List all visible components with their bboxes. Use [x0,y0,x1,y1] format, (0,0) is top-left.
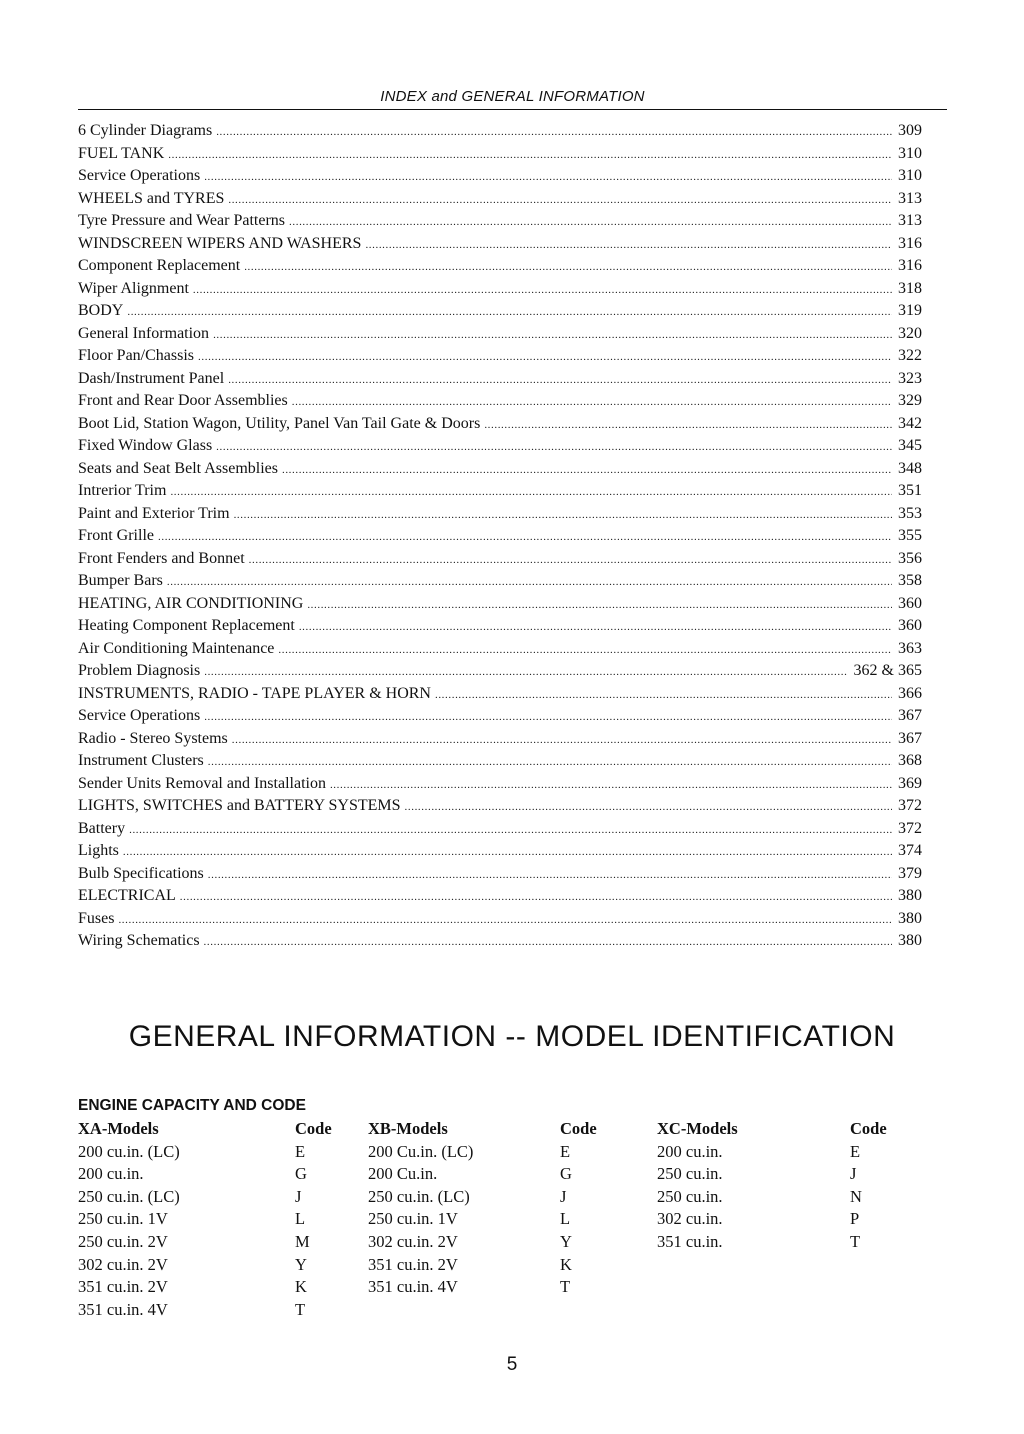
toc-leader-dots [289,211,892,233]
toc-leader-dots [158,526,892,548]
toc-leader-dots [232,729,892,751]
toc-leader-dots [208,864,892,886]
engine-table-cell: T [295,1299,306,1319]
engine-table-cell: N [850,1186,862,1206]
toc-entry-page: 319 [898,302,922,319]
toc-entry [78,818,922,841]
toc-leader-dots [278,639,892,661]
toc-leader-dots [167,571,892,593]
toc-entry [78,458,922,481]
toc-leader-dots [435,684,892,706]
toc-leader-dots [204,166,892,188]
toc-entry [78,773,922,796]
toc-leader-dots [170,481,892,503]
engine-table-cell: Y [295,1254,307,1274]
page-header: INDEX and GENERAL INFORMATION [380,88,645,105]
toc-entry [78,795,922,818]
toc-leader-dots [234,504,892,526]
toc-leader-dots [365,234,892,256]
toc-entry [78,705,922,728]
toc-entry [78,908,922,931]
engine-table-cell: E [295,1141,306,1161]
engine-table-cell: 250 cu.in. 1V [78,1209,168,1229]
engine-table-header: Code [560,1119,597,1138]
engine-table-column [78,1118,180,1321]
toc-entry-page: 316 [898,257,922,274]
toc-leader-dots [244,256,892,278]
toc-leader-dots [204,931,892,953]
page-number: 5 [506,1354,518,1375]
toc-entry-page: 380 [898,887,922,904]
toc-entry-page: 318 [898,279,922,297]
toc-entry-title: General Information [78,324,210,342]
engine-table-column [657,1118,738,1254]
toc-entry-page: 322 [898,347,922,364]
toc-entry-title: INSTRUMENTS, RADIO - TAPE PLAYER & HORN [78,684,431,702]
toc-leader-dots [484,414,892,436]
toc-entry-page: 380 [898,909,922,927]
toc-entry-title: Front Fenders and Bonnet [78,549,245,567]
toc-entry-page: 316 [898,234,922,252]
toc-entry-title: Heating Component Replacement [78,617,295,634]
toc-entry [78,840,922,863]
toc-entry-page: 374 [898,842,922,859]
toc-entry-page: 356 [898,549,922,567]
section-title: GENERAL INFORMATION -- MODEL IDENTIFICATION [128,1020,896,1053]
engine-table-cell: P [850,1209,860,1229]
engine-table-cell: E [850,1141,861,1161]
engine-table-cell: 351 cu.in. [657,1231,723,1251]
header-rule [78,109,947,110]
toc-leader-dots [282,459,892,481]
toc-leader-dots [208,751,892,773]
engine-table-cell: 200 cu.in. [78,1164,144,1184]
engine-table-cell: 200 cu.in. [657,1141,723,1161]
engine-table-cell: 351 cu.in. 2V [368,1254,458,1274]
engine-table-cell: E [560,1141,571,1161]
toc-entry-page: 380 [898,932,922,949]
toc-entry-title: Paint and Exterior Trim [78,504,230,522]
toc-entry [78,165,922,188]
engine-table-column [560,1118,597,1299]
toc-entry-page: 372 [898,797,922,814]
engine-table-cell: 200 Cu.in. [368,1164,438,1184]
engine-table-cell: 200 cu.in. (LC) [78,1141,180,1161]
toc-entry [78,188,922,211]
toc-leader-dots [307,594,892,616]
engine-table-header: Code [295,1119,332,1138]
toc-entry-title: Component Replacement [78,257,241,274]
toc-entry-title: ELECTRICAL [78,887,176,904]
toc-leader-dots [204,661,847,683]
toc-entry-title: Battery [78,819,126,837]
toc-entry [78,300,922,323]
toc-entry-page: 320 [898,324,922,342]
toc-entry-title: Boot Lid, Station Wagon, Utility, Panel Van Tail Gate & Doors [78,414,481,432]
engine-table-header: XA-Models [78,1119,159,1138]
toc-entry-title: Instrument Clusters [78,752,204,769]
toc-entry [78,233,922,256]
toc-entry-title: Bumper Bars [78,572,163,589]
toc-entry [78,593,922,616]
toc-entry-page: 369 [898,774,922,792]
toc-entry [78,435,922,458]
toc-entry-page: 313 [898,189,922,207]
toc-entry-page: 348 [898,459,922,477]
toc-entry-title: Service Operations [78,707,201,724]
toc-leader-dots [129,819,892,841]
toc-entry-page: 363 [898,639,922,657]
engine-table-header: XC-Models [657,1119,738,1138]
toc-entry-title: Service Operations [78,167,201,184]
toc-entry [78,683,922,706]
toc-entry-title: Tyre Pressure and Wear Patterns [78,212,286,229]
toc-entry-page: 358 [898,572,922,589]
toc-entry-page: 310 [898,144,922,162]
toc-entry-page: 355 [898,527,922,544]
toc-leader-dots [127,301,892,323]
toc-entry-title: HEATING, AIR CONDITIONING [78,594,304,612]
engine-table-cell: T [560,1277,571,1297]
toc-entry [78,368,922,391]
toc-entry-page: 362 & 365 [853,662,922,679]
engine-table-cell: G [560,1164,572,1184]
toc-entry-page: 367 [898,729,922,747]
toc-entry-page: 366 [898,684,922,702]
toc-entry [78,143,922,166]
engine-table-header: Code [850,1119,887,1138]
engine-table-cell: 351 cu.in. 4V [368,1277,458,1297]
toc-entry [78,525,922,548]
toc-entry-page: 368 [898,752,922,769]
toc-entry-page: 310 [898,167,922,184]
toc-entry [78,750,922,773]
toc-entry-title: Seats and Seat Belt Assemblies [78,459,278,477]
engine-table-cell: 351 cu.in. 2V [78,1277,168,1297]
toc-entry-page: 329 [898,392,922,409]
table-of-contents [78,120,922,953]
toc-leader-dots [118,909,892,931]
toc-entry-title: Bulb Specifications [78,864,204,882]
toc-leader-dots [216,121,892,143]
engine-table-cell: G [295,1164,307,1184]
toc-entry-title: LIGHTS, SWITCHES and BATTERY SYSTEMS [78,797,401,814]
toc-entry-title: Dash/Instrument Panel [78,369,225,387]
engine-table-cell: 250 cu.in. [657,1164,723,1184]
toc-leader-dots [299,616,892,638]
toc-leader-dots [228,189,892,211]
toc-leader-dots [213,324,892,346]
toc-entry-page: 342 [898,414,922,432]
engine-table-cell: J [295,1186,302,1206]
toc-leader-dots [228,369,892,391]
engine-table-cell: 250 cu.in. [657,1186,723,1206]
toc-entry [78,660,922,683]
engine-table-cell: L [560,1209,571,1229]
engine-table-cell: 302 cu.in. 2V [78,1254,168,1274]
engine-table-cell: 250 cu.in. 2V [78,1231,168,1251]
engine-table-cell: J [850,1164,857,1184]
toc-entry-title: Fuses [78,909,115,927]
toc-leader-dots [168,144,892,166]
toc-entry-page: 313 [898,212,922,229]
engine-table-cell: 302 cu.in. [657,1209,723,1229]
toc-entry-title: Floor Pan/Chassis [78,347,195,364]
toc-leader-dots [292,391,892,413]
toc-entry [78,255,922,278]
toc-leader-dots [405,796,892,818]
toc-entry-page: 345 [898,437,922,454]
toc-entry-title: Radio - Stereo Systems [78,729,228,747]
toc-entry-title: BODY [78,302,124,319]
toc-entry-title: 6 Cylinder Diagrams [78,122,213,139]
toc-entry [78,210,922,233]
toc-entry [78,480,922,503]
engine-table-cell: J [560,1186,567,1206]
toc-entry [78,885,922,908]
toc-entry-title: Fixed Window Glass [78,437,213,454]
engine-table-cell: 302 cu.in. 2V [368,1231,458,1251]
toc-entry-title: Air Conditioning Maintenance [78,639,275,657]
toc-entry-title: Wiper Alignment [78,279,189,297]
toc-entry [78,323,922,346]
toc-entry [78,413,922,436]
toc-leader-dots [330,774,892,796]
engine-table-cell: 250 cu.in. 1V [368,1209,458,1229]
engine-heading: ENGINE CAPACITY AND CODE [78,1097,306,1114]
toc-entry-title: Wiring Schematics [78,932,200,949]
toc-entry-page: 309 [898,122,922,139]
engine-table-cell: Y [560,1231,572,1251]
toc-entry [78,638,922,661]
toc-entry-title: WINDSCREEN WIPERS AND WASHERS [78,234,362,252]
toc-leader-dots [123,841,892,863]
toc-leader-dots [249,549,892,571]
toc-entry [78,345,922,368]
engine-table-cell: 250 cu.in. (LC) [78,1186,180,1206]
engine-table-cell: K [295,1277,307,1297]
toc-entry [78,863,922,886]
toc-entry [78,503,922,526]
toc-leader-dots [204,706,892,728]
toc-entry-title: Front Grille [78,527,154,544]
toc-entry-title: Lights [78,842,119,859]
engine-table-cell: M [295,1231,310,1251]
engine-table-column [368,1118,473,1299]
engine-table-cell: T [850,1231,861,1251]
toc-entry-page: 360 [898,594,922,612]
engine-table-cell: 351 cu.in. 4V [78,1299,168,1319]
toc-entry-title: FUEL TANK [78,144,165,162]
toc-entry [78,120,922,143]
toc-entry [78,728,922,751]
toc-entry-page: 372 [898,819,922,837]
toc-leader-dots [193,279,892,301]
toc-entry [78,615,922,638]
engine-table-cell: 250 cu.in. (LC) [368,1186,470,1206]
toc-entry [78,570,922,593]
engine-table-header: XB-Models [368,1119,448,1138]
toc-entry-page: 379 [898,864,922,882]
toc-entry-title: Intrerior Trim [78,482,167,499]
toc-leader-dots [198,346,892,368]
toc-entry [78,548,922,571]
toc-entry-page: 360 [898,617,922,634]
toc-entry [78,930,922,953]
toc-entry-page: 367 [898,707,922,724]
toc-entry-title: WHEELS and TYRES [78,189,225,207]
engine-table-column [295,1118,332,1321]
toc-entry-title: Problem Diagnosis [78,662,201,679]
engine-table-cell: 200 Cu.in. (LC) [368,1141,474,1161]
toc-entry [78,390,922,413]
toc-entry-title: Front and Rear Door Assemblies [78,392,288,409]
engine-table-cell: L [295,1209,306,1229]
toc-entry-page: 353 [898,504,922,522]
toc-entry-page: 351 [898,482,922,499]
toc-leader-dots [216,436,892,458]
toc-leader-dots [180,886,892,908]
toc-entry-title: Sender Units Removal and Installation [78,774,326,792]
engine-table-cell: K [560,1254,572,1274]
engine-table-column [850,1118,887,1254]
toc-entry-page: 323 [898,369,922,387]
toc-entry [78,278,922,301]
